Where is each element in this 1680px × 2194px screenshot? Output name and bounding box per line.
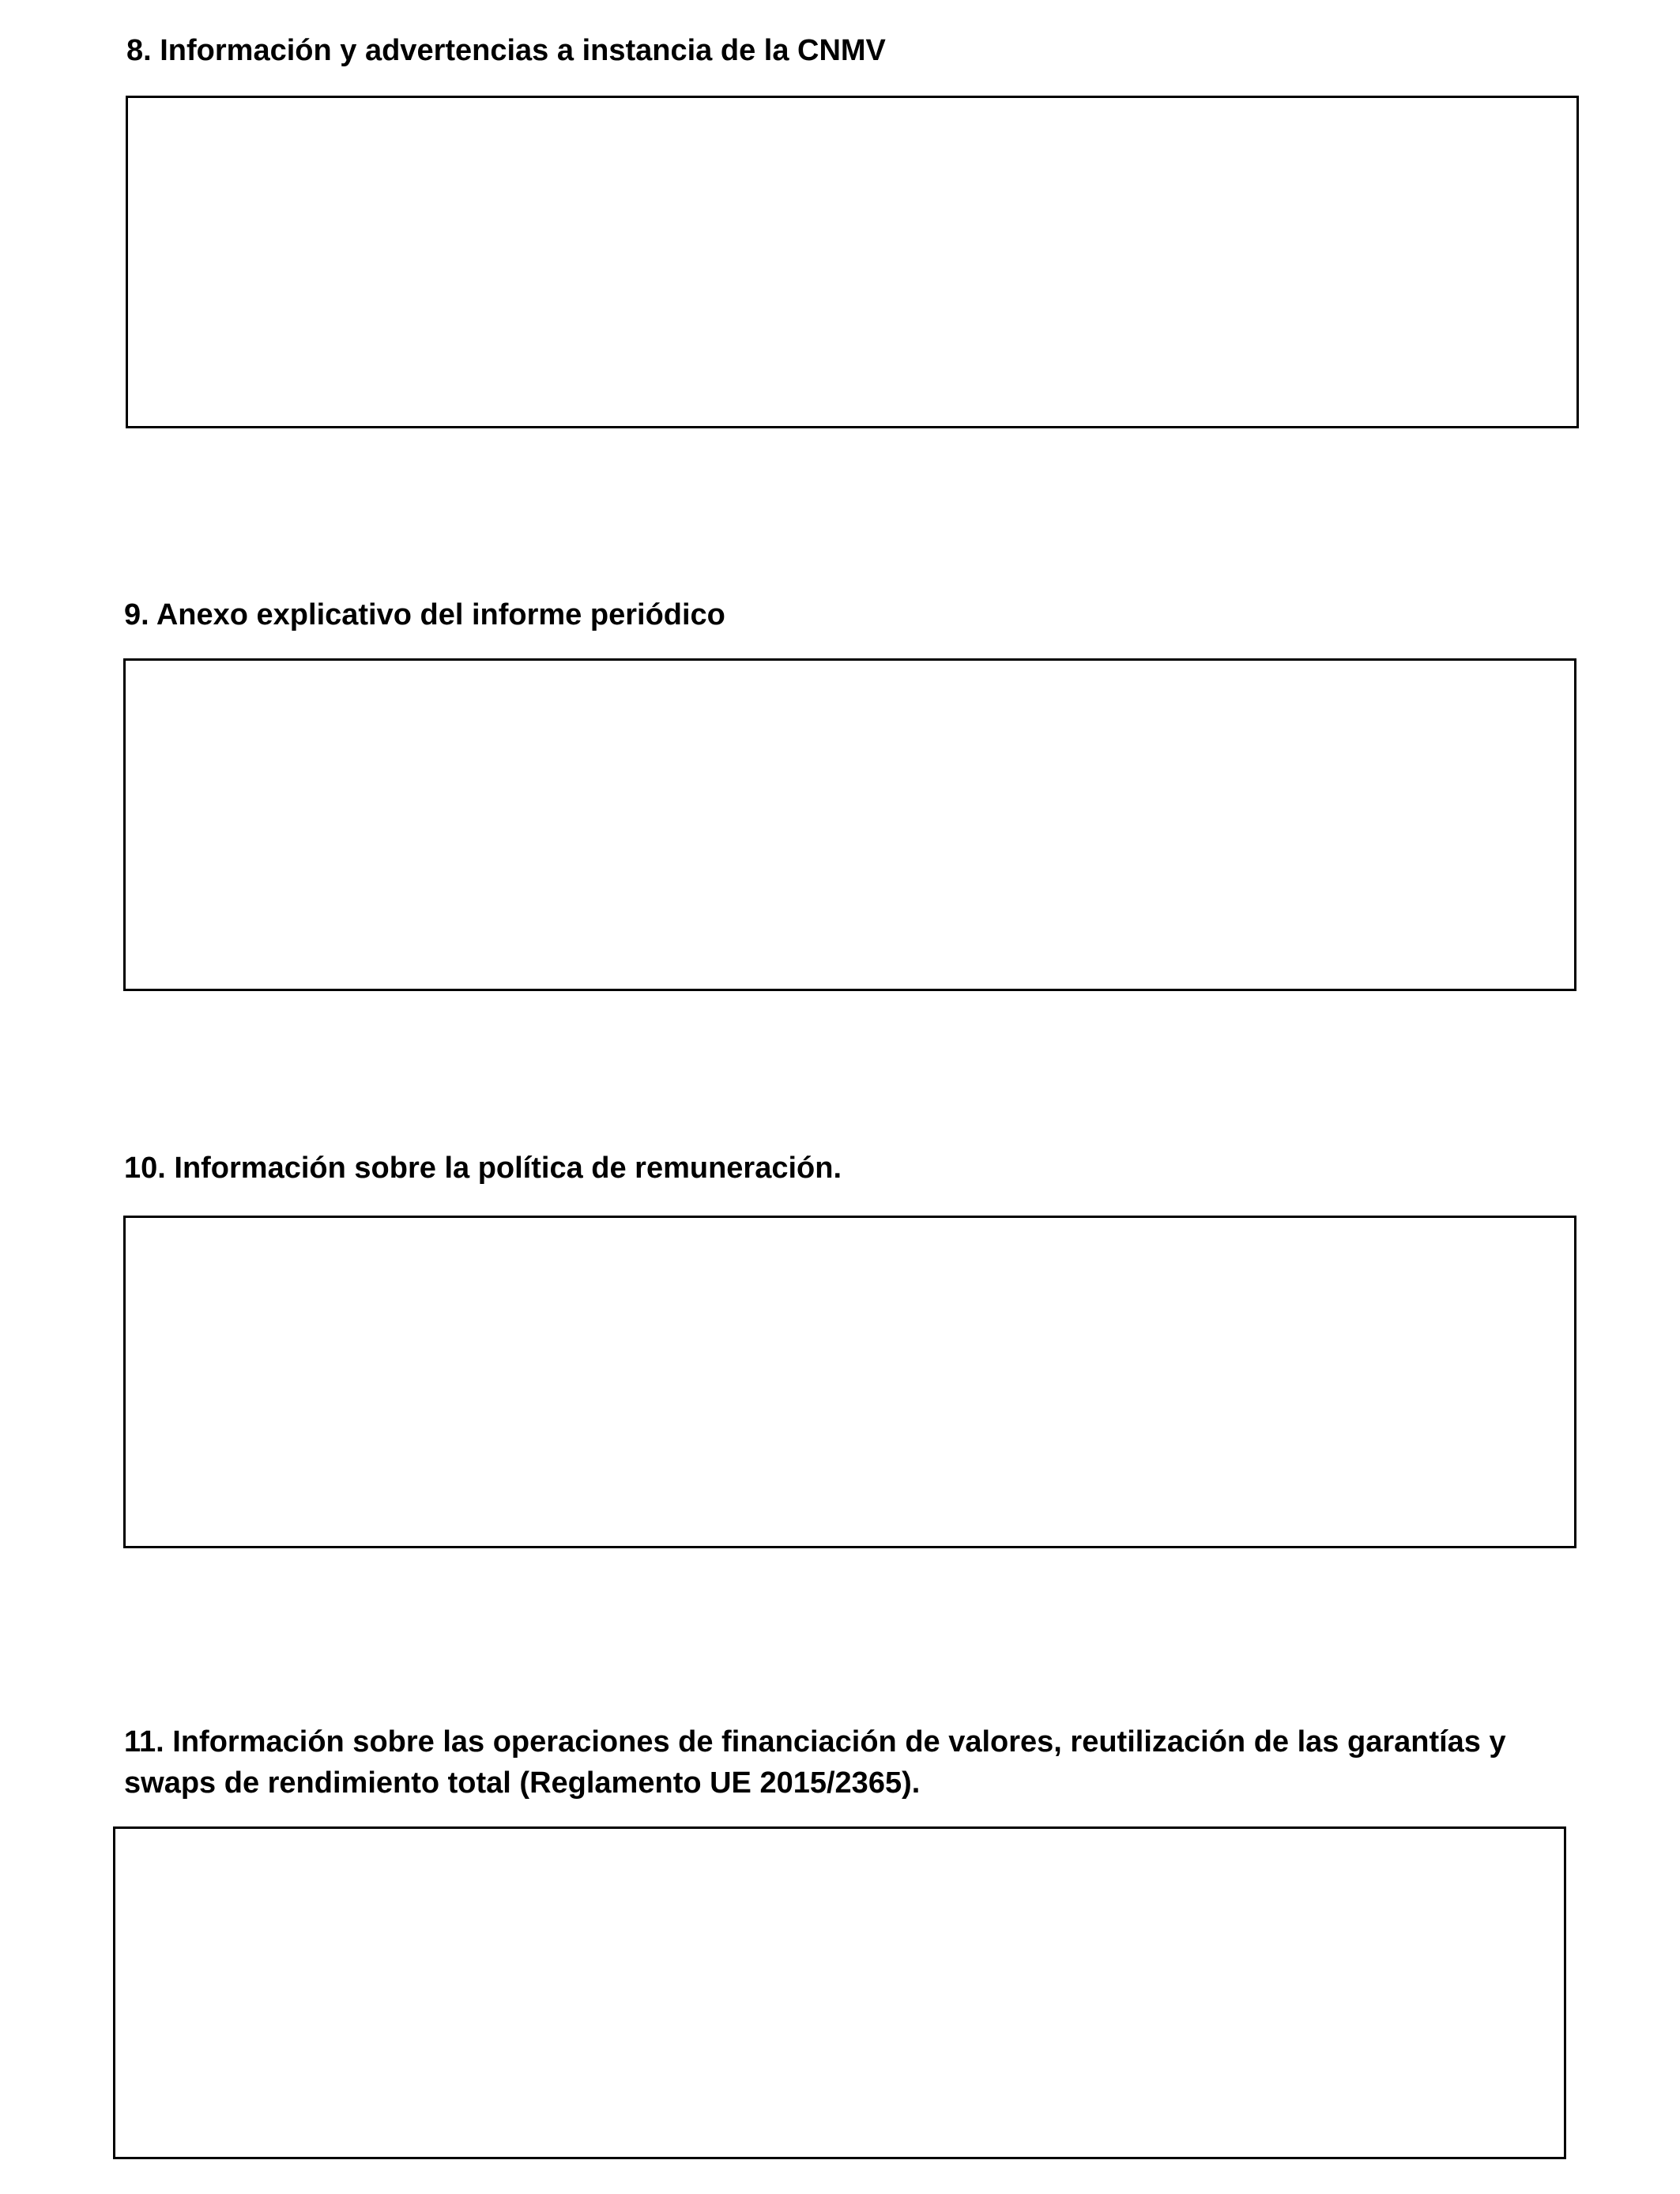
section-9-title: 9. Anexo explicativo del informe periódico [124,598,725,631]
section-10-title: 10. Información sobre la política de remuneración. [124,1152,842,1185]
section-11-title: 11. Información sobre las operaciones de financiación de valores, reutilización de las garantías y swaps de rendimiento total (Reglamento UE 2015/2365). [124,1725,1506,1800]
section-11-content-box [113,1826,1566,2159]
section-10-content-box [123,1216,1576,1548]
section-8-content-box [126,96,1579,428]
section-8-title: 8. Información y advertencias a instancia de la CNMV [126,34,886,67]
section-9-content-box [123,658,1576,991]
